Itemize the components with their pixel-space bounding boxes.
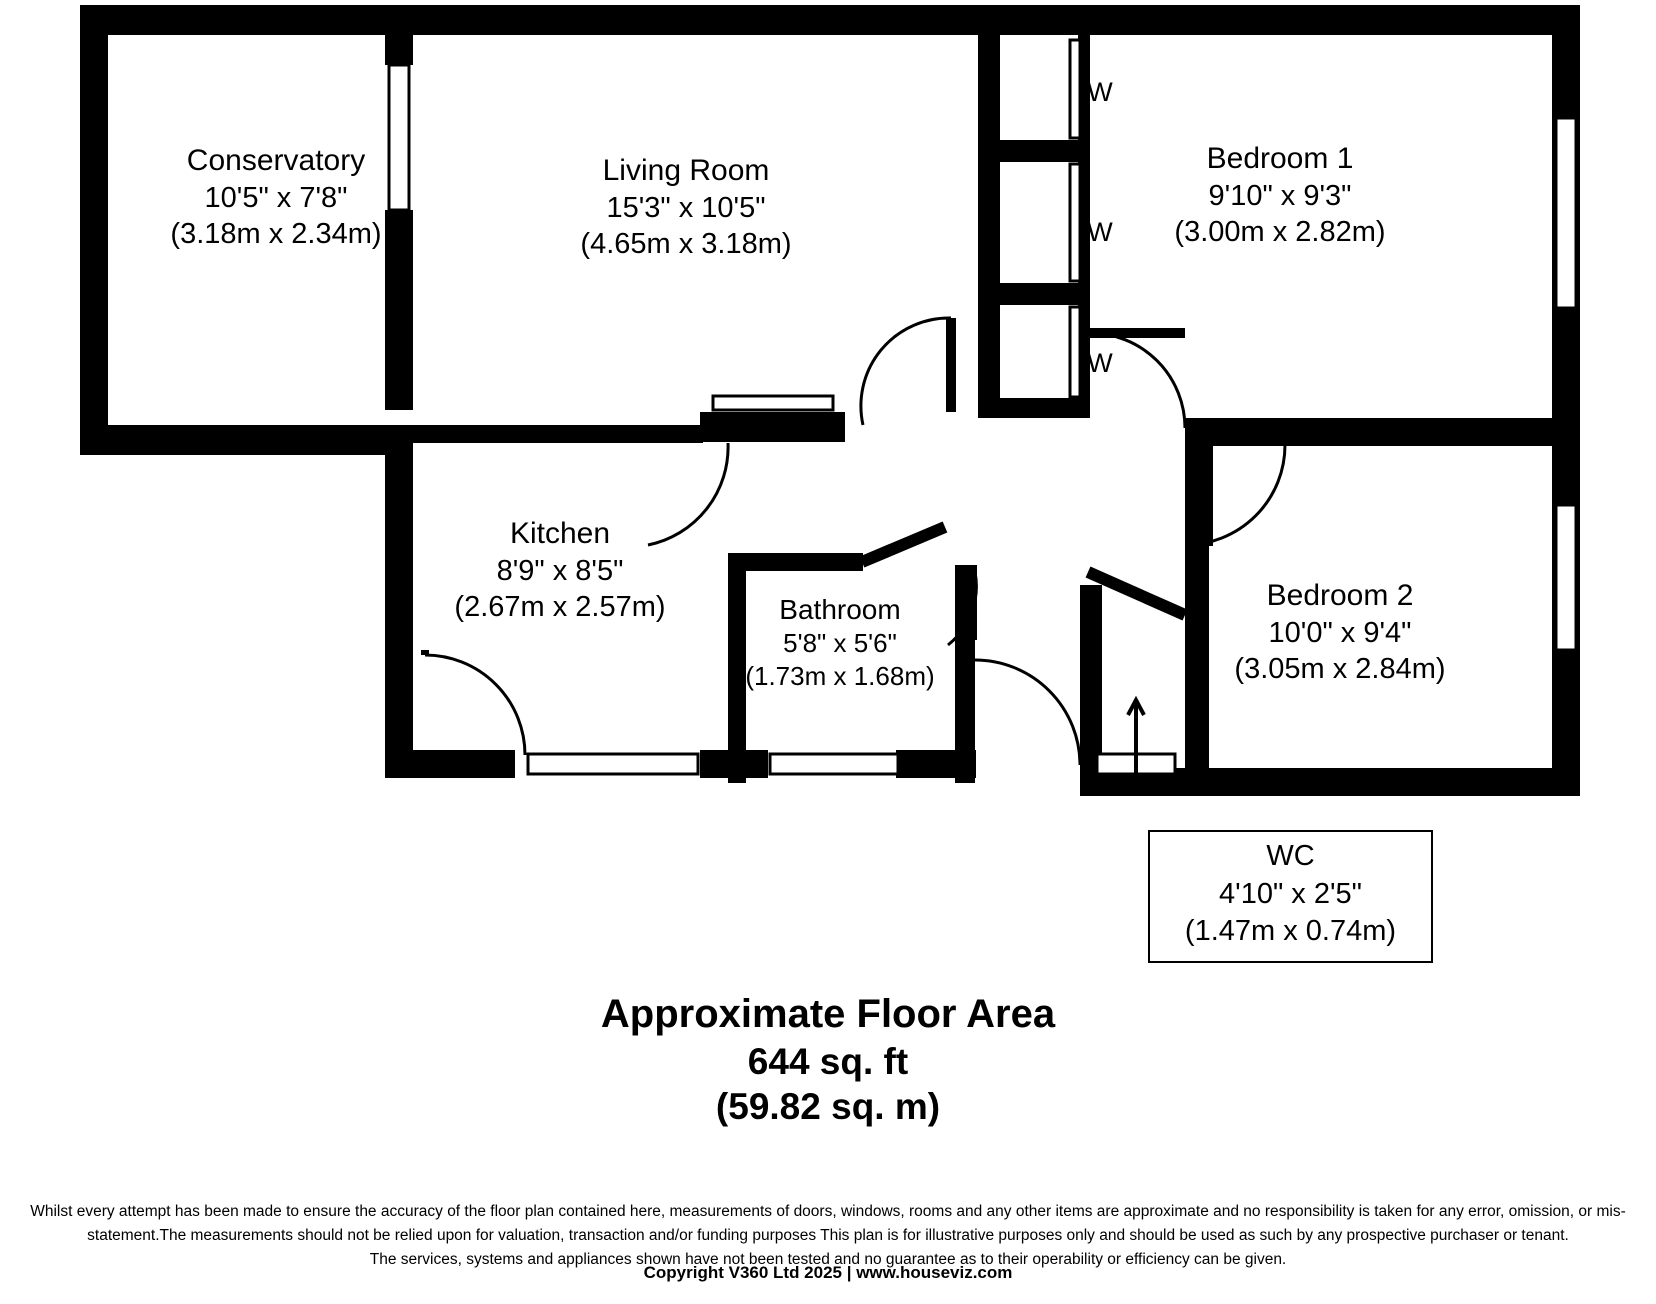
room-name-living-room: Living Room [602,154,770,187]
room-imperial-conservatory: 10'5" x 7'8" [204,181,348,214]
disclaimer-line-1: Whilst every attempt has been made to ensure the accuracy of the floor plan contained here, measurements of doors, windows, rooms and any other items are approximate and no responsibility is taken for any error, omission, [30,1203,1575,1220]
room-metric-wc: (1.47m x 0.74m) [1184,915,1397,948]
floor-area-sqm: (59.82 sq. m) [715,1085,941,1127]
room-metric-conservatory: (3.18m x 2.34m) [170,218,382,251]
floor-area-title: Approximate Floor Area [600,992,1056,1036]
room-name-bedroom-2: Bedroom 2 [1266,579,1414,612]
disclaimer [0,1200,1656,1272]
room-metric-bathroom: (1.73m x 1.68m) [745,661,935,692]
room-metric-living-room: (4.65m x 3.18m) [580,228,792,261]
room-name-bathroom: Bathroom [779,594,901,625]
room-name-bedroom-1: Bedroom 1 [1206,142,1354,175]
room-label-living-room [536,152,836,263]
wardrobe-label-1: W [1087,77,1113,107]
room-imperial-living-room: 15'3" x 10'5" [606,191,766,224]
wardrobe-label-3: W [1087,348,1113,378]
floor-area-sqft: 644 sq. ft [747,1040,909,1082]
room-imperial-wc: 4'10" x 2'5" [1219,877,1362,910]
floor-area-block [0,990,1656,1129]
room-metric-kitchen: (2.67m x 2.57m) [454,591,666,624]
room-imperial-bathroom: 5'8" x 5'6" [783,628,897,659]
copyright-notice: Copyright V360 Ltd 2025 | www.houseviz.com [643,1263,1013,1282]
room-name-wc: WC [1266,840,1315,872]
room-name-conservatory: Conservatory [186,144,366,177]
room-imperial-bedroom-2: 10'0" x 9'4" [1268,616,1412,649]
room-label-conservatory [126,142,426,253]
room-imperial-bedroom-1: 9'10" x 9'3" [1208,179,1352,212]
room-label-wc [1148,830,1433,963]
wardrobe-label-2: W [1087,217,1113,247]
room-label-kitchen [410,515,710,626]
disclaimer-line-2: or mis-statement.The measurements should not be relied upon for valuation, transaction and/or funding purposes This plan is for illustrative purposes only and should be used as such by any prospective purchaser or tenant. [87,1203,1626,1245]
disclaimer-line-3: The services, systems and appliances shown have not been tested and no guarantee as to their operability or efficiency can be given. [369,1251,1287,1269]
room-imperial-kitchen: 8'9" x 8'5" [496,554,624,587]
room-label-bedroom-1 [1130,140,1430,251]
room-metric-bedroom-2: (3.05m x 2.84m) [1234,653,1446,686]
room-metric-bedroom-1: (3.00m x 2.82m) [1174,216,1386,249]
room-name-kitchen: Kitchen [509,517,611,550]
room-label-bathroom [700,592,980,693]
room-label-bedroom-2 [1190,577,1490,688]
